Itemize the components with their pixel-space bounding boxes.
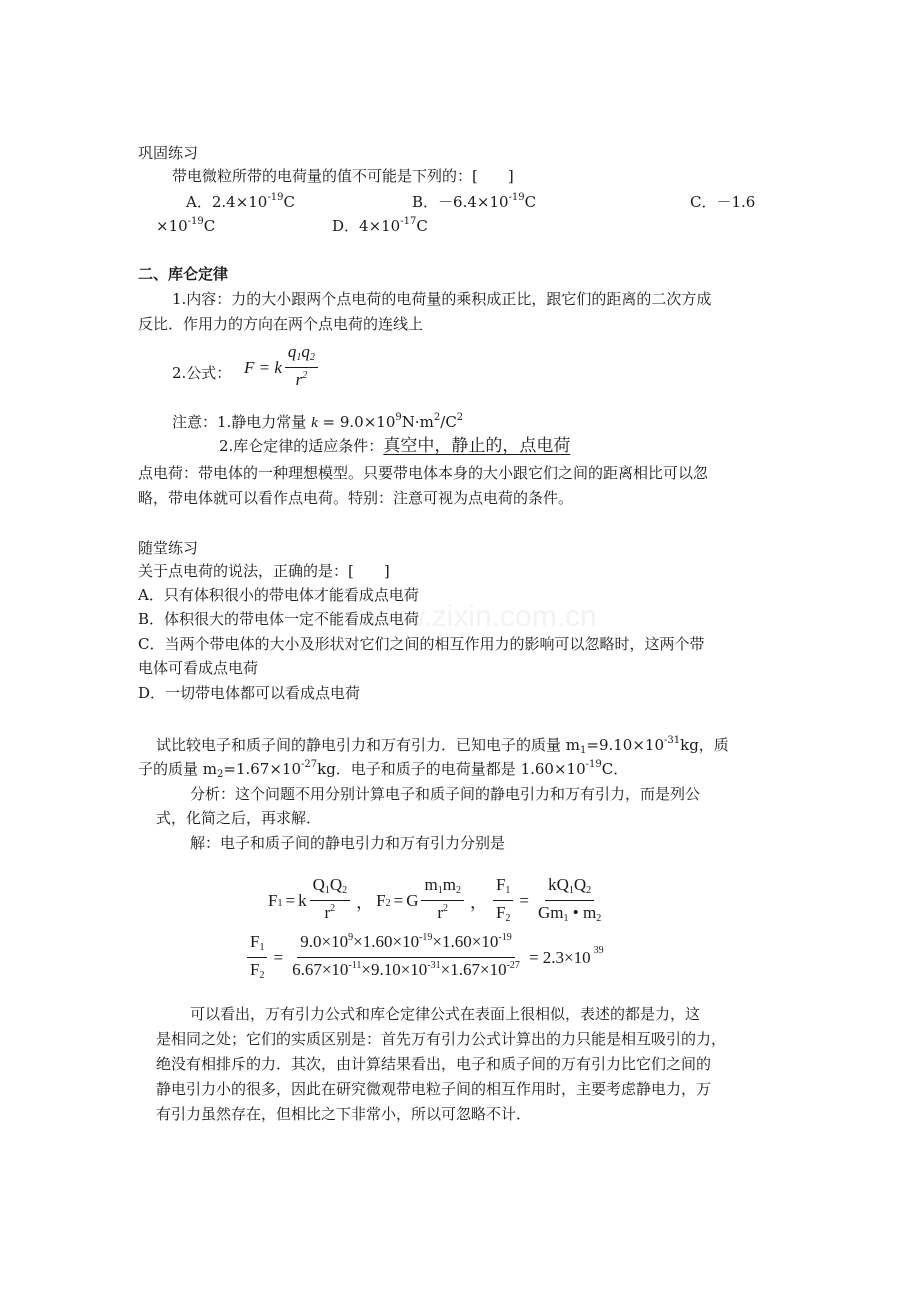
consolidate-option-a: A．$2.4\times 10^{-19}C$ <box>186 192 295 211</box>
consolidate-option-c: C．－1.6 <box>690 193 756 211</box>
practice-option-c-2: 电体可看成点电荷 <box>138 659 259 677</box>
coulomb-conditions: 真空中，静止的，点电荷 <box>383 436 571 456</box>
conclusion-line-4: 静电引力小的很多，因此在研究微观带电粒子间的相互作用时，主要考虑静电力，万 <box>156 1080 712 1098</box>
point-charge-line-2: 略，带电体就可以看作点电荷。特别：注意可视为点电荷的条件。 <box>138 489 574 507</box>
coulomb-heading: 二、库仑定律 <box>138 265 229 283</box>
practice-question: 关于点电荷的说法，正确的是：[ ] <box>138 562 390 580</box>
force-formulas: F 1 = k $\frac{Q1Q2}{r^2}$ ， F 2 = G $\frac{m1m2}{r^2}$ ， $\frac{F1}{F2}$ = $\frac{kQ1Q2}{Gm1 • m2}$ <box>268 875 602 924</box>
consolidate-question: 带电微粒所带的电荷量的值不可能是下列的：[ ] <box>172 167 514 185</box>
practice-option-a: A．只有体积很小的带电体才能看成点电荷 <box>138 586 419 604</box>
practice-option-d: D．一切带电体都可以看成点电荷 <box>138 684 361 702</box>
coulomb-note-2: 2.库仑定律的适应条件：真空中，静止的，点电荷 <box>219 436 571 456</box>
practice-option-c-1: C．当两个带电体的大小及形状对它们之间的相互作用力的影响可以忽略时，这两个带 <box>138 635 705 653</box>
conclusion-line-1: 可以看出，万有引力公式和库仑定律公式在表面上很相似，表述的都是力，这 <box>190 1005 701 1023</box>
force-ratio-calculation: $\frac{F1}{F2}$ = $\frac{9.0\times 10^9\times 1.60\times 10^{-19}\times 1.60\times 10^{-19}}{6.67\times 10^{-11}\times 9.10\times 10^{-31}\times 1.67\times 10^{-27}}$ = 2.3×10 39 <box>244 932 604 983</box>
consolidate-title: 巩固练习 <box>138 144 199 162</box>
solution-intro: 解：电子和质子间的静电引力和万有引力分别是 <box>190 834 506 852</box>
formula-label: 2.公式： <box>172 364 232 382</box>
coulomb-content-2: 反比．作用力的方向在两个点电荷的连线上 <box>138 315 424 333</box>
consolidate-option-d: D．$4\times 10^{-17}C$ <box>332 216 428 235</box>
coulomb-formula: F = k $\frac{q1q2}{r^2}$ <box>244 342 321 393</box>
consolidate-option-c-cont: $\times 10^{-19}C$ <box>156 216 216 235</box>
example-line-2: 子的质量 $m_2=1.67\times 10^{-27}kg$．电子和质子的电荷量都是 $1.60\times 10^{-19}C$． <box>138 759 629 780</box>
point-charge-line-1: 点电荷：带电体的一种理想模型。只要带电体本身的大小跟它们之间的距离相比可以忽 <box>138 464 709 482</box>
conclusion-line-5: 有引力虽然存在，但相比之下非常小，所以可忽略不计． <box>156 1105 532 1123</box>
analysis-line-1: 分析：这个问题不用分别计算电子和质子间的静电引力和万有引力，而是列公 <box>190 785 701 803</box>
practice-option-b: B．体积很大的带电体一定不能看成点电荷 <box>138 610 420 628</box>
conclusion-line-2: 是相同之处；它们的实质区别是：首先万有引力公式计算出的力只能是相互吸引的力， <box>156 1030 727 1048</box>
conclusion-line-3: 绝没有相排斥的力．其次，由计算结果看出，电子和质子间的万有引力比它们之间的 <box>156 1055 712 1073</box>
example-line-1: 试比较电子和质子间的静电引力和万有引力．已知电子的质量 $m_1=9.10\times 10^{-31}kg$，质 <box>156 735 729 756</box>
watermark: www.zixin.com.cn <box>360 600 597 633</box>
coulomb-note-1: 注意：1.静电力常量 $k = 9.0\times 10^9N\cdot m^2/C^2$ <box>172 412 464 431</box>
analysis-line-2: 式，化简之后，再求解． <box>156 809 322 827</box>
consolidate-option-b: B．$-6.4\times 10^{-19}C$ <box>412 192 537 211</box>
practice-title: 随堂练习 <box>138 539 199 557</box>
coulomb-content-1: 1.内容：力的大小跟两个点电荷的电荷量的乘积成正比，跟它们的距离的二次方成 <box>172 290 712 308</box>
